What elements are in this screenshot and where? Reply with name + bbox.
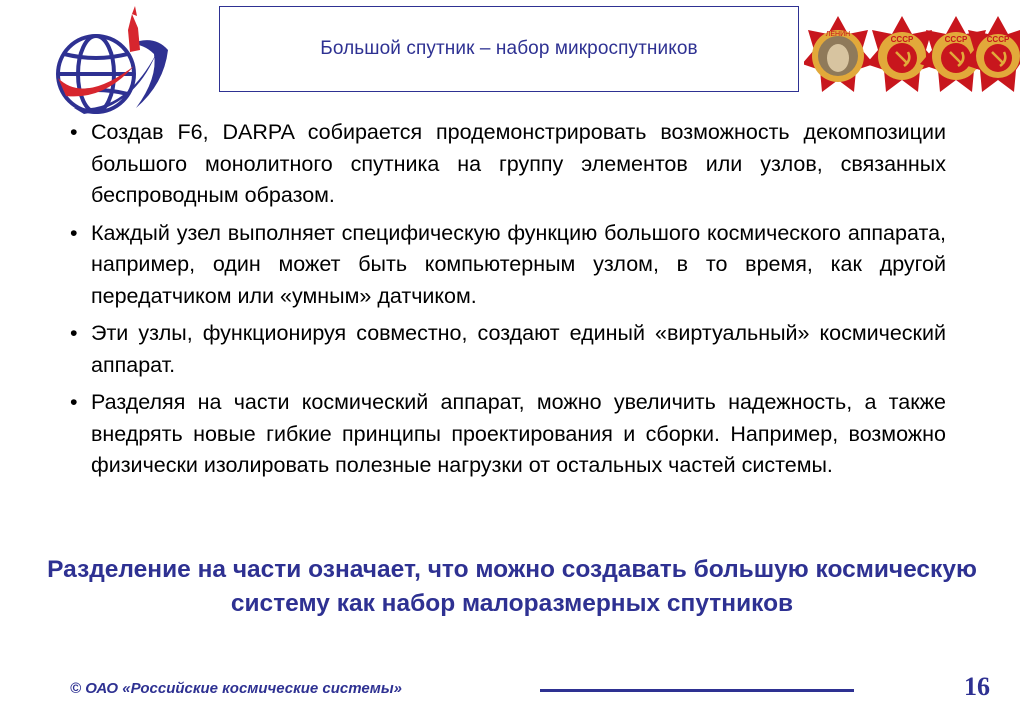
bullet-item — [70, 318, 946, 381]
orders-of-lenin-image — [804, 12, 1020, 104]
bullet-item — [70, 387, 946, 482]
footer-divider — [540, 689, 854, 692]
bullet-text: Каждый узел выполняет специфическую функцию большого космического аппарата, например, один может быть компьютерным узлом, в то время, как другой передатчиком или «умным» датчиком. — [91, 220, 946, 308]
slide-title: Большой спутник – набор микроспутников — [320, 38, 698, 59]
bullet-text: Эти узлы, функционируя совместно, создают единый «виртуальный» космический аппарат. — [91, 321, 946, 377]
order-badge-ussr-1-text: СССР — [890, 35, 914, 44]
order-badge-ussr-1 — [866, 16, 938, 92]
title-box — [219, 6, 799, 92]
order-badge-ussr-3-text: СССР — [986, 35, 1010, 44]
bullet-item — [70, 117, 946, 212]
bullet-marker: • — [70, 390, 78, 414]
conclusion-text: Разделение на части означает, что можно создавать большую космическую систему как набор малоразмерных спутников — [47, 556, 977, 617]
footer-copyright: © ОАО «Российские космические системы» — [70, 680, 403, 697]
order-badge-ussr-2-text: СССР — [944, 35, 968, 44]
bullet-text: Разделяя на части космический аппарат, можно увеличить надежность, а также внедрять новые гибкие принципы проектирования и сборки. Например, возможно физически изолировать полезные нагрузки от остальных частей системы. — [91, 390, 946, 477]
bullet-marker: • — [70, 120, 78, 144]
bullet-list — [70, 117, 946, 488]
bullet-text: Создав F6, DARPA собирается продемонстрировать возможность декомпозиции большого монолитного спутника на группу элементов или узлов, связанных беспроводным образом. — [91, 120, 946, 207]
page-number: 16 — [964, 672, 990, 701]
order-badge-lenin-text: ЛЕНИН — [825, 31, 851, 38]
bullet-item — [70, 218, 946, 313]
bullet-marker: • — [70, 220, 78, 245]
bullet-marker: • — [70, 321, 78, 345]
order-badge-lenin — [804, 16, 874, 92]
company-logo — [44, 4, 182, 120]
